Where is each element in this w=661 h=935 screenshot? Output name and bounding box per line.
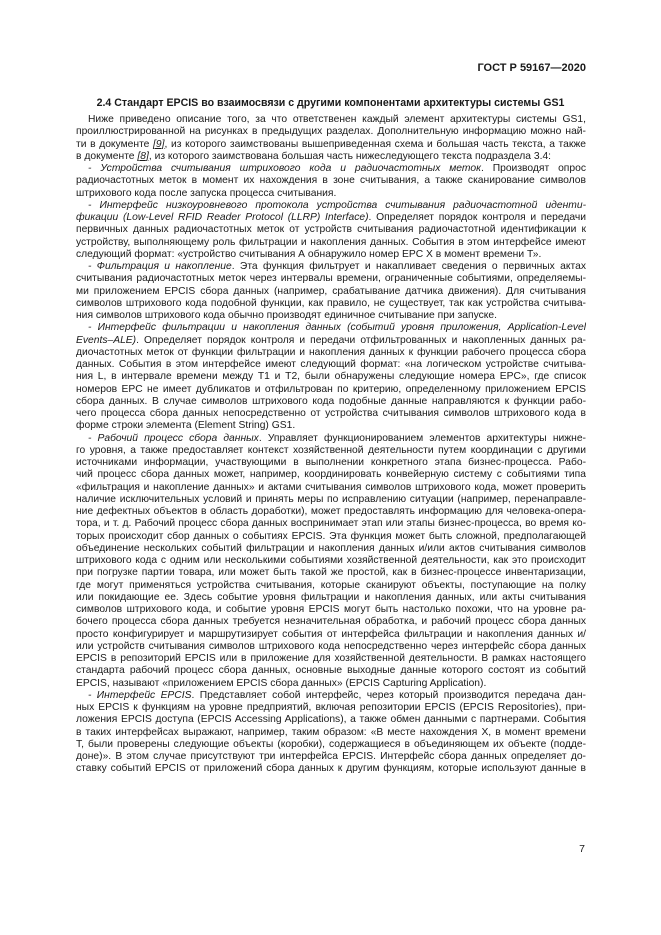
text-run: наличие исключительных условий и принять меры по исправлению ситуации (например, перенаправле-: [76, 493, 586, 505]
text-run: форме строки элемента (Element String) GS1.: [76, 420, 296, 432]
text-run: «фильтрация и накопление данных» и актами считывания символов штрихового кода, может проверить: [76, 481, 586, 493]
text-line: [76, 506, 586, 518]
text-line: [76, 665, 586, 677]
text-line: [76, 457, 586, 469]
text-run: бочего процесса сбора данных требуется незначительная обработка, и рабочий процесс сбора данных: [76, 616, 586, 628]
text-run: в документе: [76, 150, 138, 162]
text-run: источниками информации, участвующими в выполнении конкретного этапа бизнес-процесса. Рабо-: [76, 457, 586, 468]
text-run: - Интерфейс EPCIS: [88, 689, 192, 701]
text-line: [76, 310, 586, 322]
text-run: Ниже приведено описание того, за что ответственен каждый элемент архитектуры системы GS1,: [88, 114, 586, 125]
text-line: [76, 175, 586, 187]
text-run: фикации (Low-Level RFID Reader Protocol (LLRP) Interface): [76, 212, 369, 223]
text-line: [76, 531, 586, 543]
text-run: ние дефектных объектов в область доработки), может предоставлять информацию для человека-опера-: [76, 506, 586, 517]
text-run: просто конфигурирует и маршрутизирует события от интерфейса фильтрации и накопления данных и/: [76, 628, 586, 640]
text-run: данных. События в этом интерфейсе имеют следующий формат: «на логическом устройстве считыва-: [76, 359, 586, 370]
text-run: . Производят опрос: [480, 163, 586, 174]
text-run: символов штрихового кода подобной функции, как правило, не существует, так как устройства считыва-: [76, 297, 586, 309]
text-run: тора, и т. д. Рабочий процесс сбора данных воспринимает этап или этапы бизнес-процесса, во время ко-: [76, 518, 586, 530]
text-run: где могут применяться устройства считывания, которые сканируют объекты, поступающие на полку: [76, 579, 586, 591]
text-run: проиллюстрированной на рисунках в предыдущих разделах. Дополнительную информацию можно най-: [76, 126, 586, 138]
text-line: [76, 151, 586, 163]
text-run: - Устройства считывания штрихового кода и радиочастотных меток: [88, 163, 481, 174]
text-line: [76, 200, 586, 212]
text-run: или устройств считывания символов штрихового кода непосредственно через интерфейс сбора данных: [76, 640, 586, 652]
text-run: го уровня, а также предоставляет контекст хозяйственной деятельности путем координации с другими: [76, 444, 586, 456]
text-line: [76, 212, 586, 224]
text-run: . Управляет функционированием элементов архитектуры нижне-: [258, 432, 586, 444]
text-line: [76, 629, 586, 641]
text-line: [76, 641, 586, 653]
text-run: объединение нескольких событий фильтрации и накопления данных и/или актов считывания символов: [76, 542, 586, 554]
text-line: [76, 763, 586, 775]
text-line: [76, 359, 586, 371]
reference-link: [9]: [153, 138, 165, 150]
text-run: устройству, выполняющему роль фильтрации и накопления данных. События в этом интерфейсе имеют: [76, 236, 586, 248]
text-run: ных EPCIS к функциям на уровне предприятий, включая репозитории EPCIS (EPCIS Repositories), при-: [76, 702, 586, 713]
text-line: [76, 518, 586, 530]
text-run: диочастотных меток от функции фильтрации и накопления данных к функции рабочего процесса сбора: [76, 346, 586, 358]
text-line: [76, 273, 586, 285]
text-run: , из которого заимствована большая часть нижеследующего текста подраздела 3.4:: [148, 150, 552, 162]
text-line: [76, 163, 586, 175]
text-line: [76, 420, 586, 432]
text-line: [76, 114, 586, 126]
text-run: стандарта рабочий процесс сбора данных, основные выходные данные которого состоят из событий: [76, 665, 586, 677]
text-line: [76, 690, 586, 702]
text-line: [76, 188, 586, 200]
text-line: [76, 224, 586, 236]
text-line: [76, 126, 586, 138]
text-line: [76, 653, 586, 665]
text-line: [76, 408, 586, 420]
text-line: [76, 714, 586, 726]
text-line: [76, 396, 586, 408]
text-run: EPCIS в репозиторий EPCIS или в приложение для хозяйственной деятельности. В рамках настоящего: [76, 653, 586, 664]
text-line: [76, 678, 586, 690]
text-line: [76, 139, 586, 151]
text-line: [76, 751, 586, 763]
text-run: следующий формат: «устройство считывания А обнаружило номер EPC X в момент времени Т».: [76, 248, 542, 260]
text-run: . Эта функция фильтрует и накапливает сведения о первичных актах: [231, 261, 586, 272]
text-run: штрихового кода с одним или несколькими событиями хозяйственной деятельности, как это происходит: [76, 555, 586, 566]
body-text: [76, 114, 586, 776]
text-run: в таких интерфейсах выражают, например, таким образом: «В месте нахождения X, в момент времени: [76, 726, 586, 738]
text-run: штрихового кода после запуска процесса считывания.: [76, 187, 337, 199]
text-run: - Интерфейс низкоуровневого протокола устройства считывания радиочастотной иденти-: [88, 199, 586, 211]
text-line: [76, 739, 586, 751]
text-run: Т, были проверены следующие объекты (коробки), содержащиеся в объединяющем их объекте (подде-: [76, 738, 586, 750]
text-run: - Рабочий процесс сбора данных: [88, 432, 259, 444]
text-run: символов штрихового кода, и событие уровня EPCIS могут быть настолько похожи, что на уровне ра-: [76, 604, 586, 615]
text-run: . Определяет порядок контроля и передачи отфильтрованных и накопленных данных ра-: [136, 334, 586, 346]
text-line: [76, 286, 586, 298]
text-run: . Представляет собой интерфейс, через который производится передача дан-: [191, 689, 586, 701]
text-run: первичных данных радиочастотных меток от устройств считывания радиочастотной идентификации к: [76, 224, 586, 236]
text-line: [76, 433, 586, 445]
text-run: торых происходит сбор данных о событиях EPCIS. Эта функция может быть сложной, предполагающей: [76, 530, 586, 542]
text-run: или покидающие ее. Здесь событие уровня фильтрации и накопления данных, или акты считывания: [76, 591, 586, 603]
text-run: Events–ALE): [76, 334, 137, 346]
text-line: [76, 322, 586, 334]
text-line: [76, 580, 586, 592]
text-run: ми приложением EPCIS сбора данных (например, срабатывание датчика движения). Для считывания: [76, 285, 586, 297]
text-run: ния L, в интервале времени между Т1 и Т2, были обнаружены следующие номера EPC», где список: [76, 371, 586, 383]
page-number: 7: [579, 843, 585, 855]
text-line: [76, 482, 586, 494]
text-line: [76, 371, 586, 383]
text-line: [76, 555, 586, 567]
text-run: EPCIS, называют «приложением EPCIS сбора данных» (EPCIS Capturing Application).: [76, 677, 487, 689]
text-run: при погрузке партии товара, или может быть такой же простой, как в бизнес-процессе инвентаризации,: [76, 567, 586, 579]
text-line: [76, 494, 586, 506]
text-line: [76, 249, 586, 261]
text-line: [76, 616, 586, 628]
text-run: , из которого заимствованы вышеприведенная схема и большая часть текста, а также: [164, 138, 586, 150]
text-line: [76, 237, 586, 249]
text-line: [76, 604, 586, 616]
text-line: [76, 727, 586, 739]
text-line: [76, 592, 586, 604]
text-run: ставку событий EPCIS от приложений сбора данных к другим функциям, которые используют данные в: [76, 763, 586, 775]
text-run: . Определяет порядок контроля и передачи: [368, 212, 586, 223]
text-run: номеров EPC не имеет дубликатов и отфильтрован по критерию, определенному приложением EPCIS: [76, 383, 586, 395]
text-line: [76, 347, 586, 359]
section-title: 2.4 Стандарт EPCIS во взаимосвязи с другими компонентами архитектуры системы GS1: [96, 97, 565, 109]
standard-designation: ГОСТ Р 59167—2020: [477, 62, 586, 74]
text-run: радиочастотных меток в момент их нахождения в зоне считывания, а также сканирование символов: [76, 175, 586, 187]
text-run: ния символов штрихового кода обычно производят единичное считывание при запуске.: [76, 310, 497, 321]
text-line: [76, 469, 586, 481]
text-run: чий процесс сбора данных может, например, координировать конвейерную систему с событиями типа: [76, 469, 586, 481]
text-line: [76, 543, 586, 555]
text-line: [76, 567, 586, 579]
text-run: ложения EPCIS доступа (EPCIS Accessing Applications), а также обмен данными с партнерами. События: [76, 714, 586, 726]
text-line: [76, 702, 586, 714]
reference-link: [8]: [137, 150, 149, 162]
text-run: доне)». В этом случае присутствуют три интерфейса EPCIS. Интерфейс сбора данных определяет до-: [76, 751, 586, 762]
text-line: [76, 298, 586, 310]
text-line: [76, 445, 586, 457]
text-run: сбора данных. В случае символов штрихового кода подобные данные направляются к функции рабо-: [76, 395, 586, 407]
text-run: - Интерфейс фильтрации и накопления данных (событий уровня приложения, Application-Level: [88, 322, 586, 334]
text-run: ти в документе: [76, 138, 154, 150]
text-run: считывания радиочастотных меток через интервалы времени, ограниченные событиями, определяемы-: [76, 273, 586, 285]
text-run: чего процесса сбора данных непосредственно от устройства считывания символов штрихового кода в: [76, 408, 586, 419]
text-line: [76, 261, 586, 273]
text-run: - Фильтрация и накопление: [88, 261, 232, 272]
text-line: [76, 335, 586, 347]
text-line: [76, 384, 586, 396]
